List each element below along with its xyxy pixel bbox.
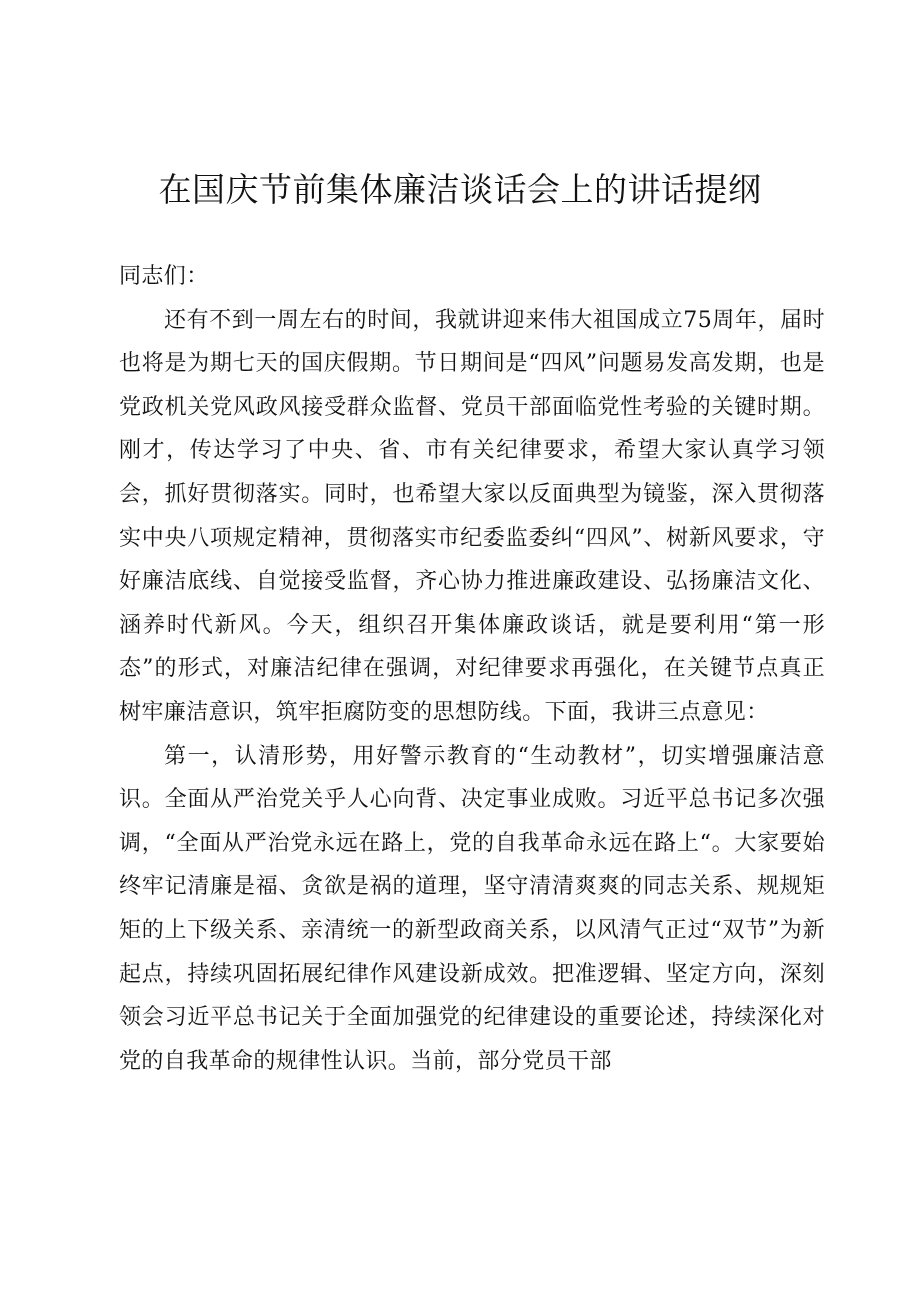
document-body <box>119 255 825 1083</box>
paragraph-intro: 还有不到一周左右的时间，我就讲迎来伟大祖国成立75周年，届时也将是为期七天的国庆假期。节日期间是“四风”问题易发高发期，也是党政机关党风政风接受群众监督、党员干部面临党性考验的关键时期。刚才，传达学习了中央、省、市有关纪律要求，希望大家认真学习领会，抓好贯彻落实。同时，也希望大家以反面典型为镜鉴，深入贯彻落实中央八项规定精神，贯彻落实市纪委监委纠“四风”、树新风要求，守好廉洁底线、自觉接受监督，齐心协力推进廉政建设、弘扬廉洁文化、涵养时代新风。今天，组织召开集体廉政谈话，就是要利用“第一形态”的形式，对廉洁纪律在强调，对纪律要求再强化，在关键节点真正树牢廉洁意识，筑牢拒腐防变的思想防线。下面，我讲三点意见： <box>119 307 825 725</box>
document-title: 在国庆节前集体廉洁谈话会上的讲话提纲 <box>158 170 762 209</box>
paragraph-point-one: 第一，认清形势，用好警示教育的“生动教材”，切实增强廉洁意识。全面从严治党关乎人心向背、决定事业成败。习近平总书记多次强调，“全面从严治党永远在路上，党的自我革命永远在路上“。大家要始终牢记清廉是福、贪欲是祸的道理，坚守清清爽爽的同志关系、规规矩矩的上下级关系、亲清统一的新型政商关系，以风清气正过“双节”为新起点，持续巩固拓展纪律作风建设新成效。把准逻辑、坚定方向，深刻领会习近平总书记关于全面加强党的纪律建设的重要论述，持续深化对党的自我革命的规律性认识。当前，部分党员干部 <box>119 743 825 1074</box>
salutation: 同志们： <box>119 264 209 289</box>
